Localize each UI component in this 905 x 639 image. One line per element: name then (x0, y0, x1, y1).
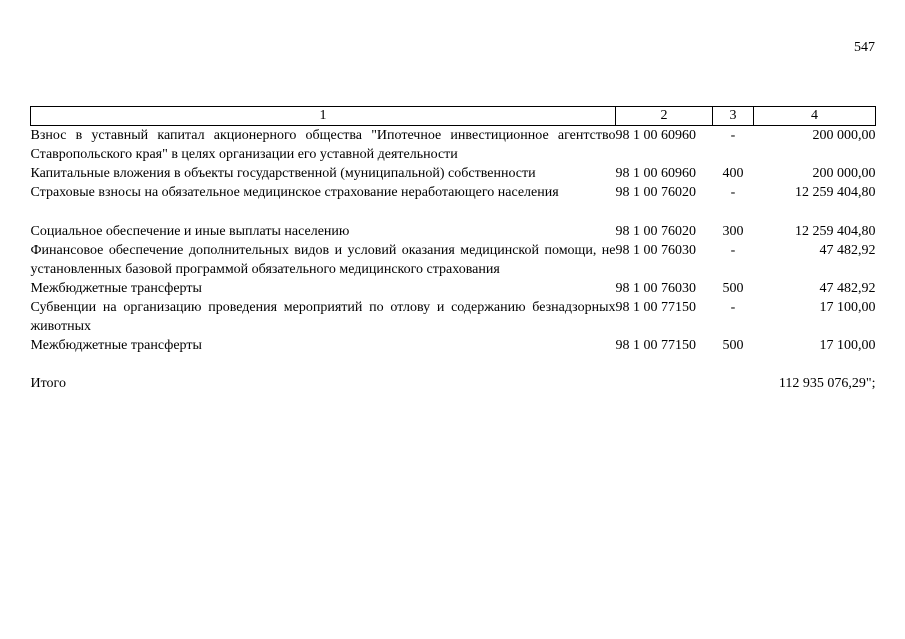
row-name: Межбюджетные трансферты (30, 338, 202, 353)
row-name: Капитальные вложения в объекты государственной (муниципальной) собственности (30, 166, 536, 181)
row-type: - (730, 128, 736, 143)
column-header-3: 3 (713, 107, 754, 126)
row-amount: 12 259 404,80 (795, 185, 876, 200)
total-amount: 112 935 076,29"; (778, 376, 876, 391)
row-type: 500 (722, 338, 744, 353)
row-name: Страховые взносы на обязательное медицинское страхование неработающего населения (30, 185, 559, 200)
table-row (31, 336, 876, 355)
total-row (31, 374, 876, 393)
row-amount: 47 482,92 (819, 281, 876, 296)
row-name: Социальное обеспечение и иные выплаты населению (30, 224, 350, 239)
column-header-1: 1 (31, 107, 616, 126)
row-spacer (31, 355, 876, 374)
row-code: 98 1 00 77150 (615, 338, 696, 353)
row-type: - (730, 243, 736, 258)
table-row (31, 298, 876, 336)
row-spacer (31, 202, 876, 222)
row-amount: 200 000,00 (812, 128, 876, 143)
row-code: 98 1 00 60960 (615, 128, 696, 143)
row-name: Субвенции на организацию проведения мероприятий по отлову и содержанию безнадзорных животных (30, 300, 616, 334)
row-amount: 47 482,92 (819, 243, 876, 258)
row-amount: 200 000,00 (812, 166, 876, 181)
row-type: - (730, 300, 736, 315)
table-row (31, 126, 876, 165)
table-row (31, 222, 876, 241)
row-name: Межбюджетные трансферты (30, 281, 202, 296)
row-amount: 12 259 404,80 (795, 224, 876, 239)
row-amount: 17 100,00 (819, 338, 876, 353)
row-type: 300 (722, 224, 744, 239)
row-code: 98 1 00 76020 (615, 185, 696, 200)
page-number: 547 (854, 40, 875, 55)
row-name: Финансовое обеспечение дополнительных видов и условий оказания медицинской помощи, не установленных базовой программой обязательного медицинского страхования (30, 243, 616, 277)
row-code: 98 1 00 77150 (615, 300, 696, 315)
total-label: Итого (30, 376, 66, 391)
table-row (31, 183, 876, 202)
table-row (31, 164, 876, 183)
table-row (31, 279, 876, 298)
column-header-4: 4 (754, 107, 876, 126)
row-code: 98 1 00 60960 (615, 166, 696, 181)
row-type: 500 (722, 281, 744, 296)
row-amount: 17 100,00 (819, 300, 876, 315)
column-header-2: 2 (616, 107, 713, 126)
row-code: 98 1 00 76030 (615, 243, 696, 258)
row-code: 98 1 00 76030 (615, 281, 696, 296)
table-row (31, 241, 876, 279)
row-type: 400 (722, 166, 744, 181)
row-name: Взнос в уставный капитал акционерного общества "Ипотечное инвестиционное агентство Ставропольского края" в целях организации его уставной деятельности (30, 128, 616, 162)
row-type: - (730, 185, 736, 200)
table-header-row (31, 107, 876, 126)
row-code: 98 1 00 76020 (615, 224, 696, 239)
budget-table (30, 106, 876, 393)
